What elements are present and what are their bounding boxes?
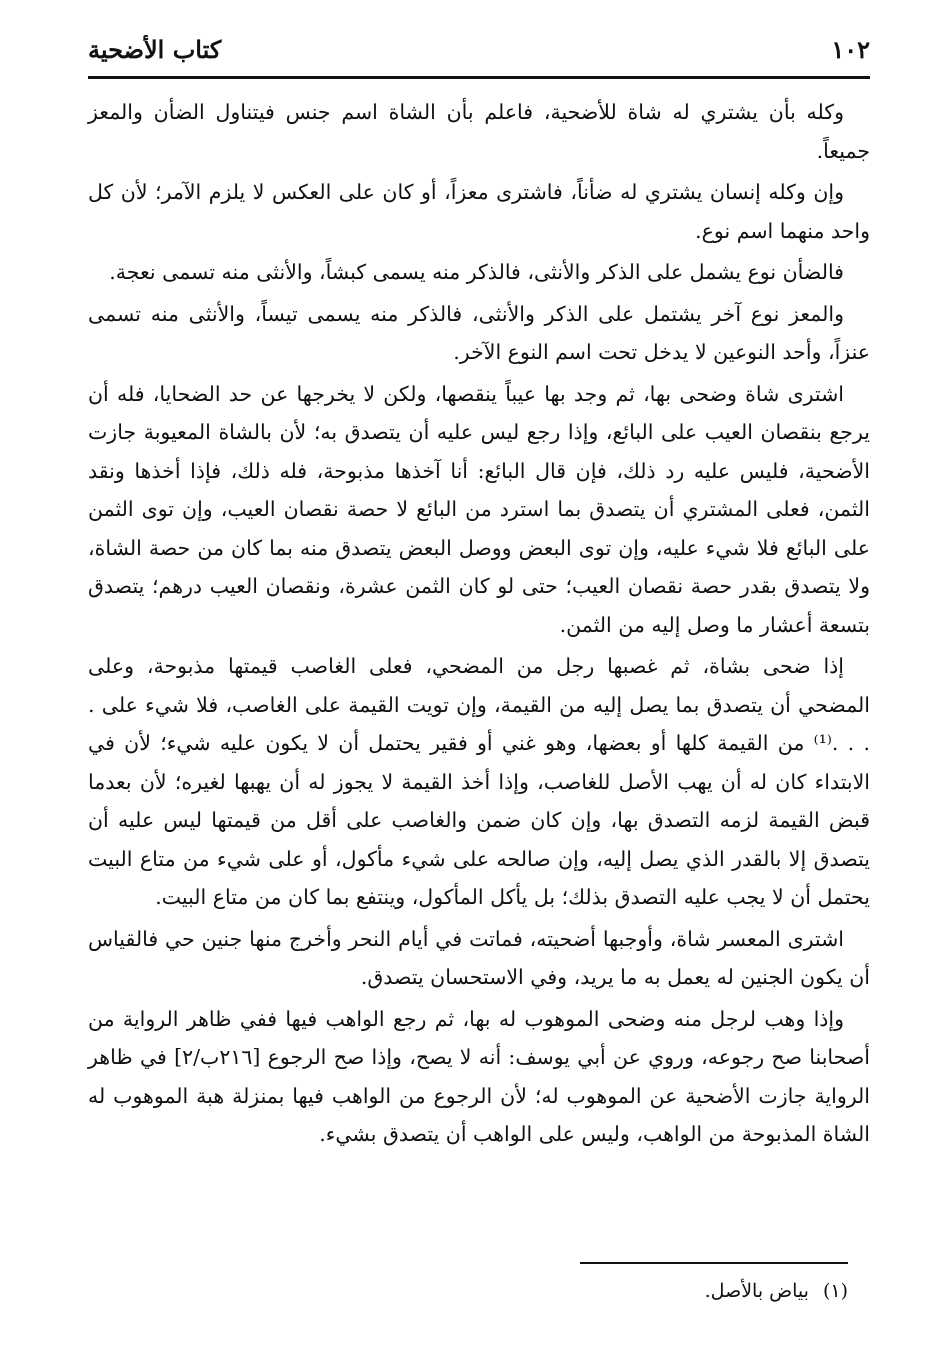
footnote-marker: (١) bbox=[822, 1280, 848, 1302]
header-divider bbox=[88, 76, 870, 79]
footnote-divider bbox=[580, 1262, 848, 1264]
page-number: ١٠٢ bbox=[831, 35, 870, 64]
page-header bbox=[88, 30, 870, 70]
paragraph: إذا ضحى بشاة، ثم غصبها رجل من المضحي، فعلى الغاصب قيمتها مذبوحة، وعلى المضحي أن يتصدق بما يصل إليه من القيمة، وإن تويت القيمة على الغاصب، فلا شيء على . . . .⁽¹⁾ من القيمة كلها أو بعضها، وهو غني أو فقير يحتمل أن لا يكون عليه شيء؛ لأن في الابتداء كان له أن يهب الأصل للغاصب، وإذا أخذ القيمة لا يجوز له أن يهبها لغيره؛ لأن بعدما قبض القيمة لزمه التصدق بها، وإن كان ضمن والغاصب على أقل من قيمتها ليس عليه أن يتصدق إلا بالقدر الذي يصل إليه، وإن صالحه على شيء مأكول، أو على شيء من متاع البيت يحتمل أن لا يجب عليه التصدق بذلك؛ بل يأكل المأكول، وينتفع بما كان من متاع البيت. bbox=[88, 654, 870, 909]
paragraph: فالضأن نوع يشمل على الذكر والأنثى، فالذكر منه يسمى كبشاً، والأنثى منه تسمى نعجة. bbox=[109, 260, 844, 284]
paragraph: وكله بأن يشتري له شاة للأضحية، فاعلم بأن الشاة اسم جنس فيتناول الضأن والمعز جميعاً. bbox=[88, 100, 870, 163]
footnote-text: بياض بالأصل. bbox=[704, 1280, 809, 1302]
main-text bbox=[88, 93, 870, 1154]
footnote bbox=[705, 1276, 848, 1306]
paragraph: والمعز نوع آخر يشتمل على الذكر والأنثى، فالذكر منه يسمى تيساً، والأنثى منه تسمى عنزاً، وأحد النوعين لا يدخل تحت اسم النوع الآخر. bbox=[88, 301, 870, 364]
paragraph: اشترى المعسر شاة، وأوجبها أضحيته، فماتت في أيام النحر وأخرج منها جنين حي فالقياس أن يكون الجنين له يعمل به ما يريد، وفي الاستحسان يتصدق. bbox=[88, 926, 870, 989]
paragraph: اشترى شاة وضحى بها، ثم وجد بها عيباً ينقصها، ولكن لا يخرجها عن حد الضحايا، فله أن يرجع بنقصان العيب على البائع، وإذا رجع ليس عليه أن يتصدق به؛ لأن بالشاة المعيوبة جازت الأضحية، فليس عليه رد ذلك، فإن قال البائع: أنا آخذها مذبوحة، فله ذلك، فإذا أخذها ونقد الثمن، فعلى المشتري أن يتصدق بما استرد من البائع لا حصة نقصان العيب، وإن توى الثمن على البائع فلا شيء عليه، وإن توى البعض ووصل البعض يتصدق منه بما كان من حصة الشاة، ولا يتصدق بقدر حصة نقصان العيب؛ حتى لو كان الثمن عشرة، ونقصان العيب درهم؛ يتصدق بتسعة أعشار ما وصل إليه من الثمن. bbox=[88, 381, 870, 637]
paragraph: وإذا وهب لرجل منه وضحى الموهوب له بها، ثم رجع الواهب فيها ففي ظاهر الرواية من أصحابنا صح رجوعه، وروي عن أبي يوسف: أنه لا يصح، وإذا صح الرجوع [٢١٦ب/٢] في ظاهر الرواية جازت الأضحية عن الموهوب له؛ لأن الرجوع من الواهب فيها بمنزلة هبة الموهوب له الشاة المذبوحة من الواهب، وليس على الواهب أن يتصدق بشيء. bbox=[88, 1006, 870, 1146]
page bbox=[88, 30, 870, 1157]
chapter-title: كتاب الأضحية bbox=[88, 35, 222, 64]
paragraph: وإن وكله إنسان يشتري له ضأناً، فاشترى معزاً، أو كان على العكس لا يلزم الآمر؛ لأن كل واحد منهما اسم نوع. bbox=[88, 180, 870, 243]
